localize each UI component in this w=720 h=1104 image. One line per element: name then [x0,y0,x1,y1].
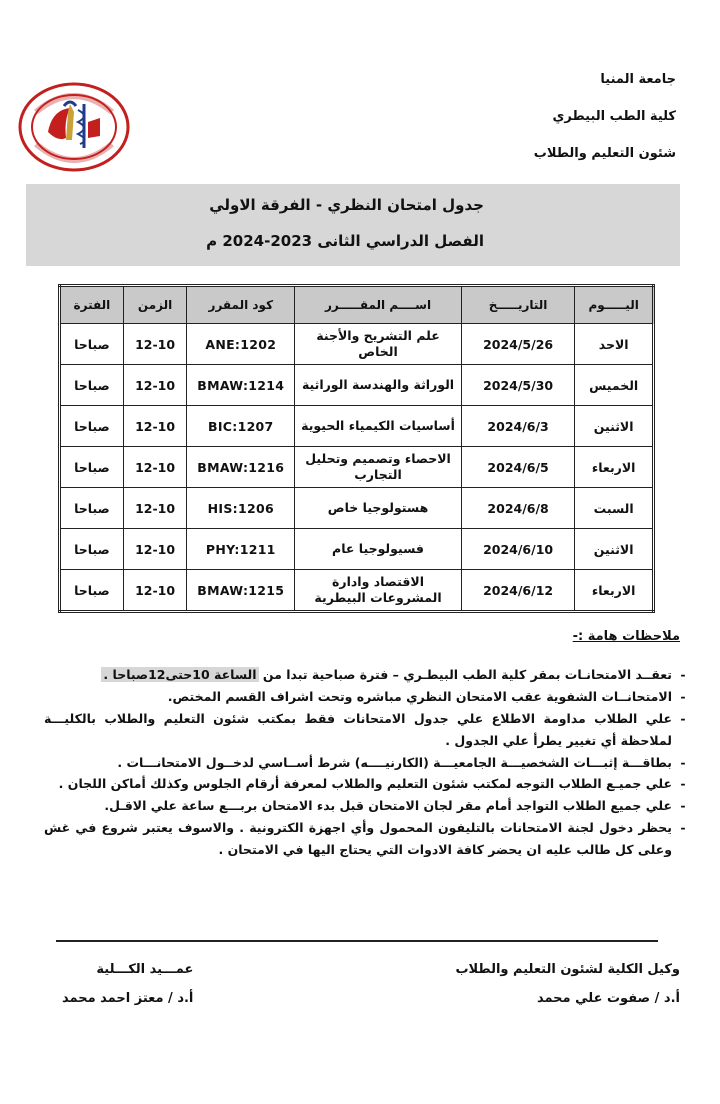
header-course: اســــم المقـــــرر [295,286,462,324]
note-item [44,752,694,774]
notes-list [44,664,694,861]
cell-period: صباحا [60,406,124,447]
cell-date: 2024/6/3 [461,406,574,447]
header-time: الزمن [123,286,187,324]
cell-code: BMAW:1215 [187,570,295,612]
note-item [44,708,694,752]
table-row [60,570,654,612]
cell-time: 12-10 [123,529,187,570]
header-period: الفترة [60,286,124,324]
title-band [26,184,680,266]
note-text: بطاقـــة إثبـــات الشخصيـــة الجامعيـــة (الكارنيــــه) شرط أســاسي لدخــول الامتحانـــات . [117,754,672,770]
cell-period: صباحا [60,324,124,365]
note-item [44,817,694,861]
note-text-main: تعقــد الامتحانـات بمقر كلية الطب البيطـري – فترة صباحية تبدا من [258,667,672,682]
cell-period: صباحا [60,529,124,570]
note-text: علي جميـع الطلاب التوجه لمكتب شئون التعليم والطلاب لمعرفة أرقام الجلوس وكذلك أماكن اللجان . [58,776,672,792]
cell-period: صباحا [60,447,124,488]
cell-code: BIC:1207 [187,406,295,447]
cell-day: الاثنين [575,529,654,570]
cell-code: BMAW:1214 [187,365,295,406]
cell-course: هستولوجيا خاص [295,488,462,529]
bullet-dash: - [680,667,686,682]
bullet-dash: - [680,710,686,726]
university-name: جامعة المنيا [600,72,676,87]
cell-day: الاحد [575,324,654,365]
cell-day: الخميس [575,365,654,406]
cell-day: السبت [575,488,654,529]
divider-line [56,940,658,942]
cell-time: 12-10 [123,324,187,365]
bullet-dash: - [680,798,686,814]
cell-time: 12-10 [123,447,187,488]
exam-schedule-table [58,284,655,613]
faculty-name: كلية الطب البيطري [552,109,676,124]
cell-course: الوراثة والهندسة الوراثية [295,365,462,406]
cell-time: 12-10 [123,406,187,447]
table-row [60,529,654,570]
cell-period: صباحا [60,570,124,612]
cell-course: الاحصاء وتصميم وتحليل التجارب [295,447,462,488]
cell-time: 12-10 [123,488,187,529]
table-row [60,324,654,365]
cell-date: 2024/5/30 [461,365,574,406]
bullet-dash: - [680,776,686,792]
institution-header [376,72,676,183]
header-date: التاريـــــخ [461,286,574,324]
cell-date: 2024/6/12 [461,570,574,612]
cell-time: 12-10 [123,365,187,406]
note-item [44,664,694,686]
table-row [60,365,654,406]
cell-time: 12-10 [123,570,187,612]
bullet-dash: - [680,688,686,704]
dean-signature-block [62,962,193,1020]
cell-date: 2024/6/5 [461,447,574,488]
cell-period: صباحا [60,365,124,406]
vice-dean-name: أ.د / صفوت علي محمد [536,991,680,1006]
note-text [44,664,672,686]
header-day: اليـــــوم [575,286,654,324]
cell-code: HIS:1206 [187,488,295,529]
note-text: الامتحانــات الشفوية عقب الامتحان النظري مباشره وتحت اشراف القسم المختص. [167,688,672,704]
note-text: يحظر دخول لجنة الامتحانات بالتليفون المحمول وأي اجهزة الكترونية . والاسوف يعتبر شروع في غش وعلى كل طالب عليه ان يحضر كافة الادوات التي يحتاج اليها في الامتحان . [44,820,672,857]
cell-course: أساسيات الكيمياء الحيوية [295,406,462,447]
table-header-row [60,286,654,324]
table-row [60,406,654,447]
note-text: علي جميع الطلاب التواجد أمام مقر لجان الامتحان قبل بدء الامتحان بربـــع ساعة علي الاقـل. [104,798,672,814]
cell-day: الاثنين [575,406,654,447]
cell-day: الاربعاء [575,570,654,612]
cell-course: علم التشريح والأجنة الخاص [295,324,462,365]
cell-period: صباحا [60,488,124,529]
cell-course: الاقتصاد وادارة المشروعات البيطرية [295,570,462,612]
cell-code: ANE:1202 [187,324,295,365]
note-item [44,795,694,817]
dean-name: أ.د / معتز احمد محمد [62,991,194,1006]
vice-dean-title: وكيل الكلية لشئون التعليم والطلاب [455,962,680,977]
cell-code: BMAW:1216 [187,447,295,488]
semester-title: الفصل الدراسي الثانى 2023-2024 م [206,232,484,250]
faculty-logo [18,82,130,172]
schedule-title: جدول امتحان النظري - الفرقة الاولي [209,196,484,214]
office-name: شئون التعليم والطلاب [533,146,676,161]
cell-date: 2024/5/26 [461,324,574,365]
bullet-dash: - [680,820,686,836]
bullet-dash: - [680,754,686,770]
table-row [60,447,654,488]
cell-date: 2024/6/8 [461,488,574,529]
table-row [60,488,654,529]
notes-title: ملاحظات هامة :- [572,629,680,644]
dean-title: عمـــيد الكـــلية [96,962,194,977]
note-highlight: الساعة 10حتى12صباحا . [103,667,257,682]
note-item [44,686,694,708]
vice-dean-signature-block [455,962,680,1020]
note-text: علي الطلاب مداومة الاطلاع علي جدول الامتحانات فقط بمكتب شئون التعليم والطلاب بالكليـــة لملاحظة أي تغيير يطرأ علي الجدول . [44,710,672,748]
header-code: كود المقرر [187,286,295,324]
cell-course: فسيولوجيا عام [295,529,462,570]
cell-day: الاربعاء [575,447,654,488]
cell-code: PHY:1211 [187,529,295,570]
note-item [44,773,694,795]
cell-date: 2024/6/10 [461,529,574,570]
